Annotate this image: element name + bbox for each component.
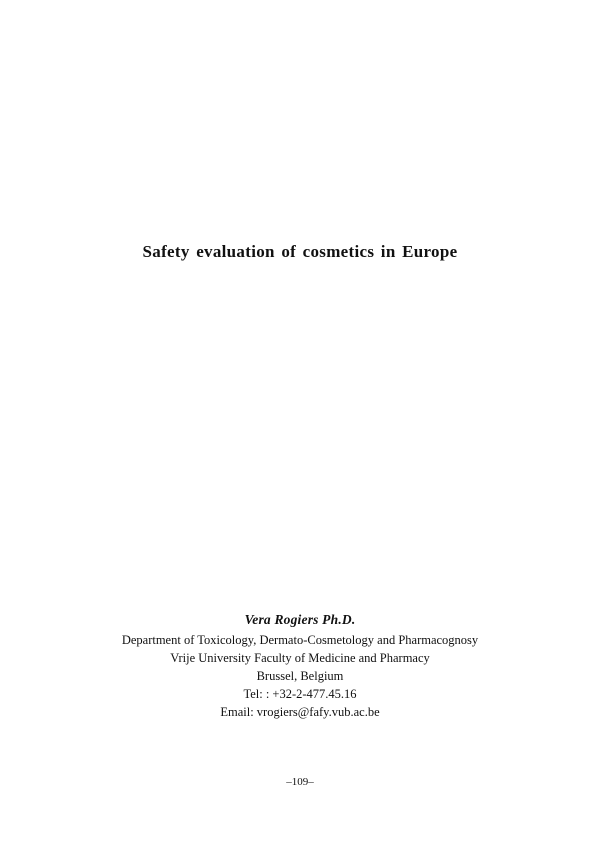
author-department: Department of Toxicology, Dermato-Cosmetology and Pharmacognosy: [121, 633, 479, 647]
author-location: Brussel, Belgium: [256, 669, 344, 683]
author-email: Email: vrogiers@fafy.vub.ac.be: [220, 705, 380, 719]
author-telephone: Tel: : +32-2-477.45.16: [243, 687, 357, 701]
document-title: Safety evaluation of cosmetics in Europe: [142, 242, 458, 261]
page-number: –109–: [286, 776, 314, 788]
author-block: [0, 611, 600, 721]
author-institution: Vrije University Faculty of Medicine and Pharmacy: [170, 651, 430, 665]
author-name: Vera Rogiers Ph.D.: [244, 612, 356, 627]
